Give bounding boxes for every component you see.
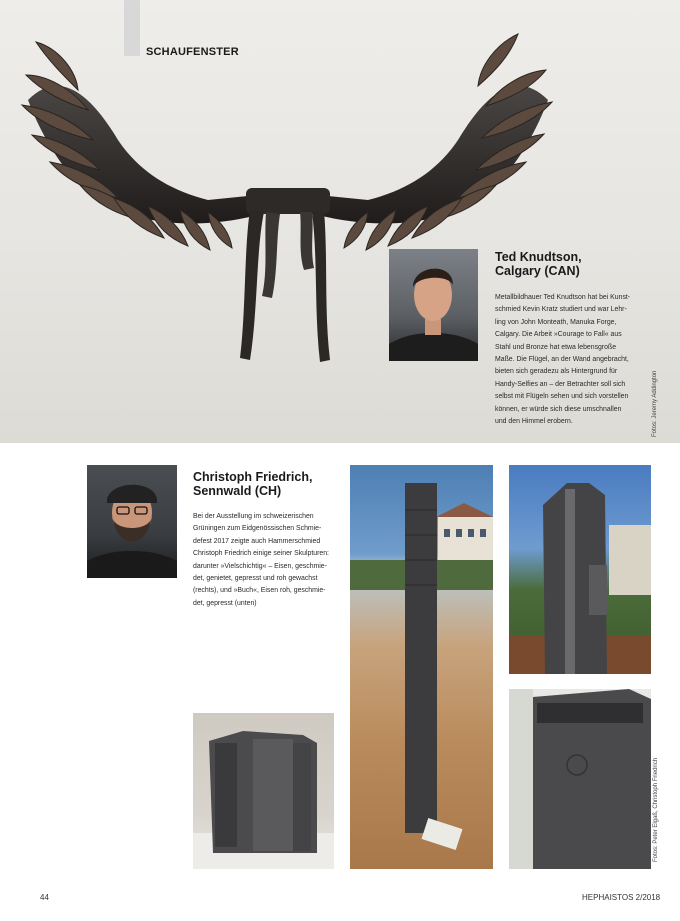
ted-article-text: Metallbildhauer Ted Knudtson hat bei Kunst- schmied Kevin Kratz studiert und war Lehr- ling von John Monteath, Manuka Forge, Calgary. Die Arbeit »Courage to Fall« aus Stahl und Bronze hat etwa lebensgroße Maße. Die Flügel, an der Wand angebracht, bieten sich geradezu als Hintergrund für Handy-Selfies an – der Betrachter soll sich selbst mit Flügeln sehen und sich vorstellen können, er würde sich diese umschnallen und den Himmel erobern. [495,294,631,426]
ted-knudtson-portrait [389,249,478,361]
ted-name-heading: Ted Knudtson, Calgary (CAN) [495,250,582,278]
section-marker-bar [124,0,140,56]
buch-sculpture-photo [193,713,334,869]
vielschichtig-detail-photo [509,465,651,674]
magazine-issue: HEPHAISTOS 2/2018 [582,893,661,902]
section-title: SCHAUFENSTER [146,46,239,58]
page-number: 44 [40,893,49,902]
christoph-friedrich-portrait [87,465,177,578]
photo-credit-bottom: Fotos: Peter Elgaß, Christoph Friedrich [653,757,659,862]
photo-credit-top: Fotos: Jeremy Addington [652,370,658,437]
christoph-name-heading: Christoph Friedrich, Sennwald (CH) [193,470,313,498]
vielschichtig-tall-sculpture-photo [350,465,493,869]
sculpture-closeup-photo [509,689,651,869]
christoph-article-text: Bei der Ausstellung im schweizerischen Grüningen zum Eidgenössischen Schmie- defest 2017 zeigte auch Hammerschmied Christoph Friedrich einige seiner Skulpturen: darunter »Vielschichtig« – Eisen, geschmie- det, genietet, gepresst und roh gewachst (rechts), und »Buch«, Eisen roh, geschmie- det, gepresst (unten) [193,513,329,607]
